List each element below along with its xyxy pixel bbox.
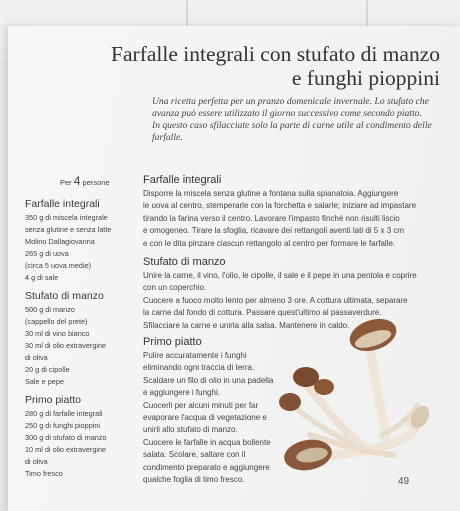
method-line: Scaldare un filo di olio in una padella [143, 375, 274, 385]
servings-suffix: persone [82, 178, 110, 187]
ingredient-line: 500 g di manzo [25, 305, 75, 314]
method-line: Disporre la miscela senza glutine a fontana sulla spianatoia. Aggiungere [143, 189, 399, 198]
method-line: e con le dita pinzare ciascun rettangolo al centro per formare le farfalle. [143, 238, 396, 248]
ingredients-heading: Stufato di manzo [25, 290, 104, 302]
method-line: con un coperchio. [143, 283, 207, 293]
method-line: condimento preparato e aggiungere [143, 462, 270, 472]
intro-line: farfalle. [152, 132, 183, 143]
ingredient-line: 4 g di sale [25, 273, 59, 282]
ingredient-line: 350 g di miscela integrale [25, 213, 108, 222]
ingredient-line: senza glutine e senza latte [25, 225, 112, 234]
ingredient-line: di oliva [25, 457, 48, 466]
ingredient-line: 30 ml di olio extravergine [25, 341, 107, 350]
ingredients-primo [25, 394, 135, 480]
method-line: e omogeneo. Tirare la sfoglia, ricavare dei rettangoli aventi lati di 5 x 3 cm [143, 226, 405, 236]
intro-line: avanza può essere utilizzato il giorno successivo come secondo piatto. [152, 108, 422, 119]
ingredient-line: 30 ml di vino bianco [25, 329, 90, 338]
servings-prefix: Per [60, 178, 72, 187]
ingredients-heading: Primo piatto [25, 394, 82, 406]
ingredient-line: Molino Dallagiovanna [25, 237, 95, 246]
method-line: le uova al centro, stemperarle con la forchetta e salarle; iniziare ad impastare [143, 201, 417, 211]
ingredients-stufato [25, 290, 135, 388]
ingredients-farfalle [25, 198, 135, 284]
method-line: Sfilacciare la carne e unirla alla salsa. Mantenere in caldo. [143, 320, 350, 330]
method-line: Pulire accuratamente i funghi [143, 351, 247, 360]
method-line: e aggiungere i funghi. [143, 388, 220, 398]
method-line: evaporare l'acqua di vegetazione e [143, 412, 267, 422]
ingredient-line: (cappello del prete) [25, 317, 88, 326]
intro-line: In questo caso sfilacciate solo la parte di carne utile al condimento delle [152, 120, 432, 131]
ingredients-heading: Farfalle integrali [25, 198, 100, 210]
method-line: Cuocere a fuoco molto lento per almeno 3 ore. A cottura ultimata, separare [143, 295, 408, 305]
recipe-title-line2: e funghi pioppini [291, 66, 440, 90]
ingredient-line: 10 ml di olio extravergine [25, 445, 107, 454]
servings-number: 4 [73, 174, 81, 188]
method-line: unirli allo stufato di manzo. [143, 425, 238, 435]
ingredient-line: 265 g di uova [25, 249, 69, 258]
ingredient-line: (circa 5 uova medie) [25, 261, 92, 270]
intro-text [152, 96, 442, 144]
recipe-title-line1: Farfalle integrali con stufato di manzo [111, 42, 440, 66]
method-line: la carne dal fondo di cottura. Passare quest'ultimo al passaverdure. [143, 308, 382, 318]
ingredient-line: 280 g di farfalle integrali [25, 409, 103, 418]
method-heading-primo: Primo piatto [143, 336, 202, 348]
method-line: Cuocerli per alcuni minuti per far [143, 400, 259, 410]
method-line: eliminando ogni traccia di terra. [143, 363, 255, 373]
ingredient-line: di oliva [25, 353, 48, 362]
method-line: salata. Scolare, saltare con il [143, 450, 246, 460]
mushroom-photo [270, 305, 460, 485]
ingredient-line: Timo fresco [25, 469, 63, 478]
ingredient-line: 250 g di funghi pioppini [25, 421, 101, 430]
method-heading-stufato: Stufato di manzo [143, 256, 226, 268]
method-line: qualche foglia di timo fresco. [143, 474, 245, 484]
method-line: tirando la farina verso il centro. Lavorare l'impasto finché non risulti liscio [143, 213, 400, 223]
method-heading-farfalle: Farfalle integrali [143, 174, 222, 186]
ingredient-line: 20 g di cipolle [25, 365, 70, 374]
method-farfalle [143, 188, 441, 250]
ingredient-line: 300 g di stufato di manzo [25, 433, 107, 442]
method-line: Unire la carne, il vino, l'olio, le cipolle, il sale e il pepe in una pentola e coprire [143, 271, 417, 280]
method-line: Cuocere le farfalle in acqua bollente [143, 437, 271, 447]
intro-line: Una ricetta perfetta per un pranzo domenicale invernale. Lo stufato che [152, 96, 429, 107]
ingredient-line: Sale e pepe [25, 377, 64, 386]
page-number: 49 [398, 476, 410, 487]
